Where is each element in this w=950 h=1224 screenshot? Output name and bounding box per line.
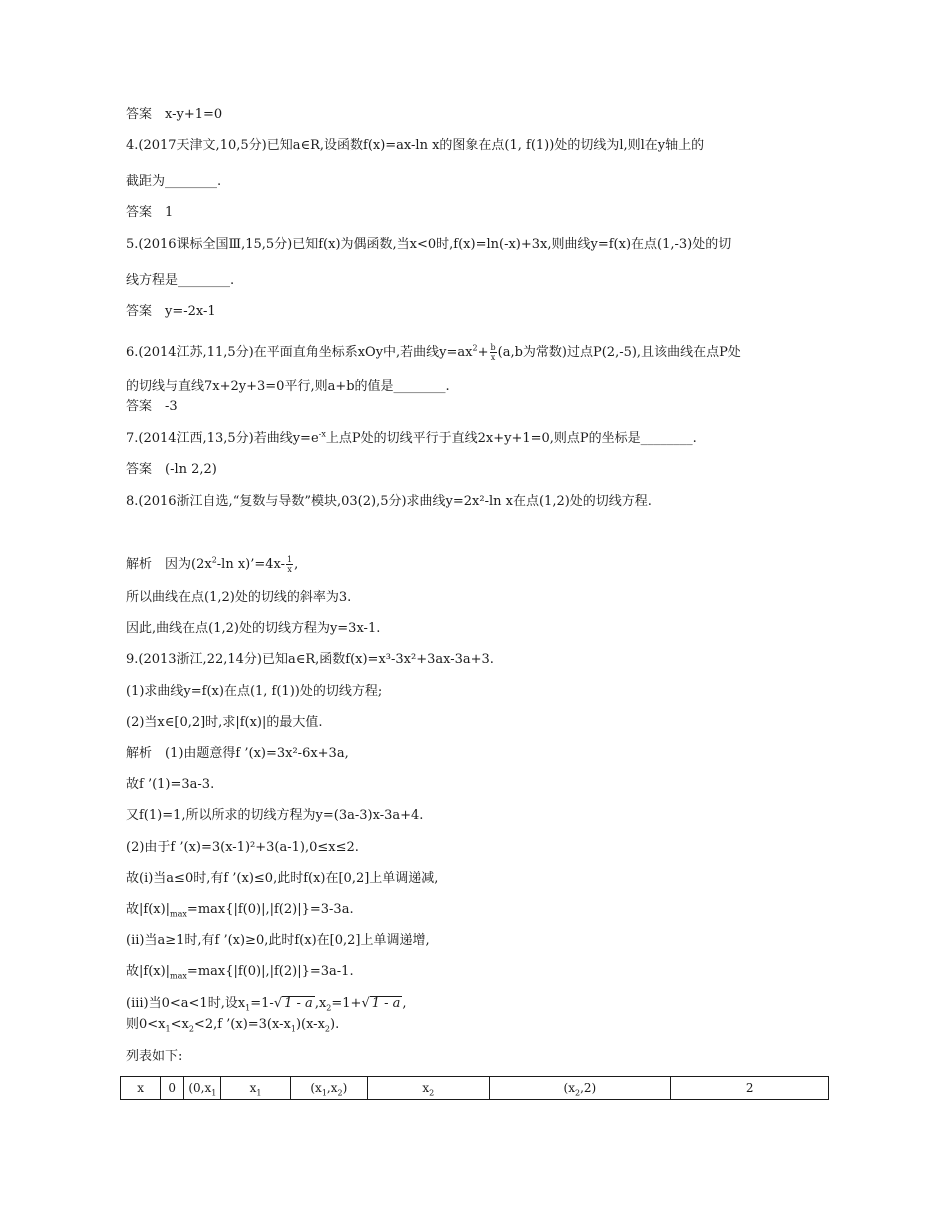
solution-line: 故$|f(x)|_{max}=\max\{|f(0)|,|f(2)|\}=3-3a$. xyxy=(126,902,354,919)
solution-line: 又f(1)=1,所以所求的切线方程为y=(3a-3)x-3a+4. xyxy=(126,808,424,823)
variation-table xyxy=(120,1076,829,1100)
solution-line: 解析 (1)由题意得f ’(x)=3x²-6x+3a, xyxy=(126,746,349,761)
solution-line: 则$0<x_1<x_2<2,f$ $’(x)=3(x-x_1)(x-x_2)$. xyxy=(126,1017,340,1034)
table-intro: 列表如下: xyxy=(126,1049,183,1064)
question-5-line-2: 线方程是________. xyxy=(126,273,235,288)
answer-line: 答案 x-y+1=0 xyxy=(126,107,223,122)
fraction: $\frac{b}{x}$ xyxy=(490,343,496,362)
table-cell: $(x_2,2)$ xyxy=(489,1077,671,1100)
question-7-line: 7.(2014江西,13,5分)若曲线$y=e^{-x}$上点P处的切线平行于直线2x+y+1=0,则点P的坐标是________. xyxy=(126,429,697,446)
table-cell: 2 xyxy=(671,1077,829,1100)
solution-line: 故(i)当a≤0时,有f ’(x)≤0,此时f(x)在[0,2]上单调递减, xyxy=(126,871,439,886)
table-cell: x xyxy=(121,1077,161,1100)
answer-line: 答案 y=-2x-1 xyxy=(126,304,216,319)
table-cell: $x_1$ xyxy=(221,1077,290,1100)
question-9-part-1: (1)求曲线y=f(x)在点(1, f(1))处的切线方程; xyxy=(126,684,383,699)
solution-line: (ii)当a≥1时,有f ’(x)≥0,此时f(x)在[0,2]上单调递增, xyxy=(126,933,430,948)
table-cell: $x_2$ xyxy=(368,1077,490,1100)
sqrt-sign: √ xyxy=(361,996,370,1011)
question-5-line-1: 5.(2016课标全国Ⅲ,15,5分)已知f(x)为偶函数,当x<0时,f(x)=ln(-x)+3x,则曲线y=f(x)在点(1,-3)处的切 xyxy=(126,237,732,252)
question-4-line-2: 截距为________. xyxy=(126,174,222,189)
table-cell: ($0,x_1$ xyxy=(184,1077,221,1100)
question-8-line: 8.(2016浙江自选,“复数与导数”模块,03(2),5分)求曲线y=2x²-ln x在点(1,2)处的切线方程. xyxy=(126,494,652,509)
solution-line: (2)由于f ’(x)=3(x-1)²+3(a-1),0≤x≤2. xyxy=(126,840,359,855)
table-row xyxy=(121,1077,829,1100)
solution-line: 故f ’(1)=3a-3. xyxy=(126,777,215,792)
fraction: $\frac{1}{x}$ xyxy=(287,555,293,574)
sqrt-radicand: 1 - a xyxy=(284,996,313,1011)
question-6-line-1: 6.(2014江苏,11,5分)在平面直角坐标系xOy中,若曲线$y=ax^2+$ $\frac{b}{x}$ (a,b为常数)过点P(2,-5),且该曲线在点P处 xyxy=(126,343,741,362)
table-cell: $(x_1,x_2)$ xyxy=(290,1077,367,1100)
question-6-line-2: 的切线与直线7x+2y+3=0平行,则a+b的值是________. xyxy=(126,379,450,394)
solution-line: 故$|f(x)|_{max}=\max\{|f(0)|,|f(2)|\}=3a-1$. xyxy=(126,964,354,981)
solution-line: 因此,曲线在点(1,2)处的切线方程为y=3x-1. xyxy=(126,621,381,636)
table-cell: 0 xyxy=(161,1077,184,1100)
solution-line: (iii)当0<a<1时,设$x_1=1-√$ 1 - a $,x_2=1+√$ 1 - a , xyxy=(126,996,407,1013)
question-9-line: 9.(2013浙江,22,14分)已知a∈R,函数f(x)=x³-3x²+3ax-3a+3. xyxy=(126,652,494,667)
solution-line: 解析 因为($2x^2-\ln$ x)’=4x- $\frac{1}{x}$ , xyxy=(126,555,299,574)
sqrt-radicand: 1 - a xyxy=(371,996,401,1011)
answer-line: 答案 1 xyxy=(126,205,174,220)
question-4-line-1: 4.(2017天津文,10,5分)已知a∈R,设函数f(x)=ax-ln x的图象在点(1, f(1))处的切线为l,则l在y轴上的 xyxy=(126,138,705,153)
question-9-part-2: (2)当x∈[0,2]时,求|f(x)|的最大值. xyxy=(126,715,323,730)
solution-line: 所以曲线在点(1,2)处的切线的斜率为3. xyxy=(126,590,352,605)
sqrt-sign: √ xyxy=(273,996,283,1011)
answer-line: 答案 (-ln 2,2) xyxy=(126,462,217,477)
answer-line: 答案 -3 xyxy=(126,399,178,414)
